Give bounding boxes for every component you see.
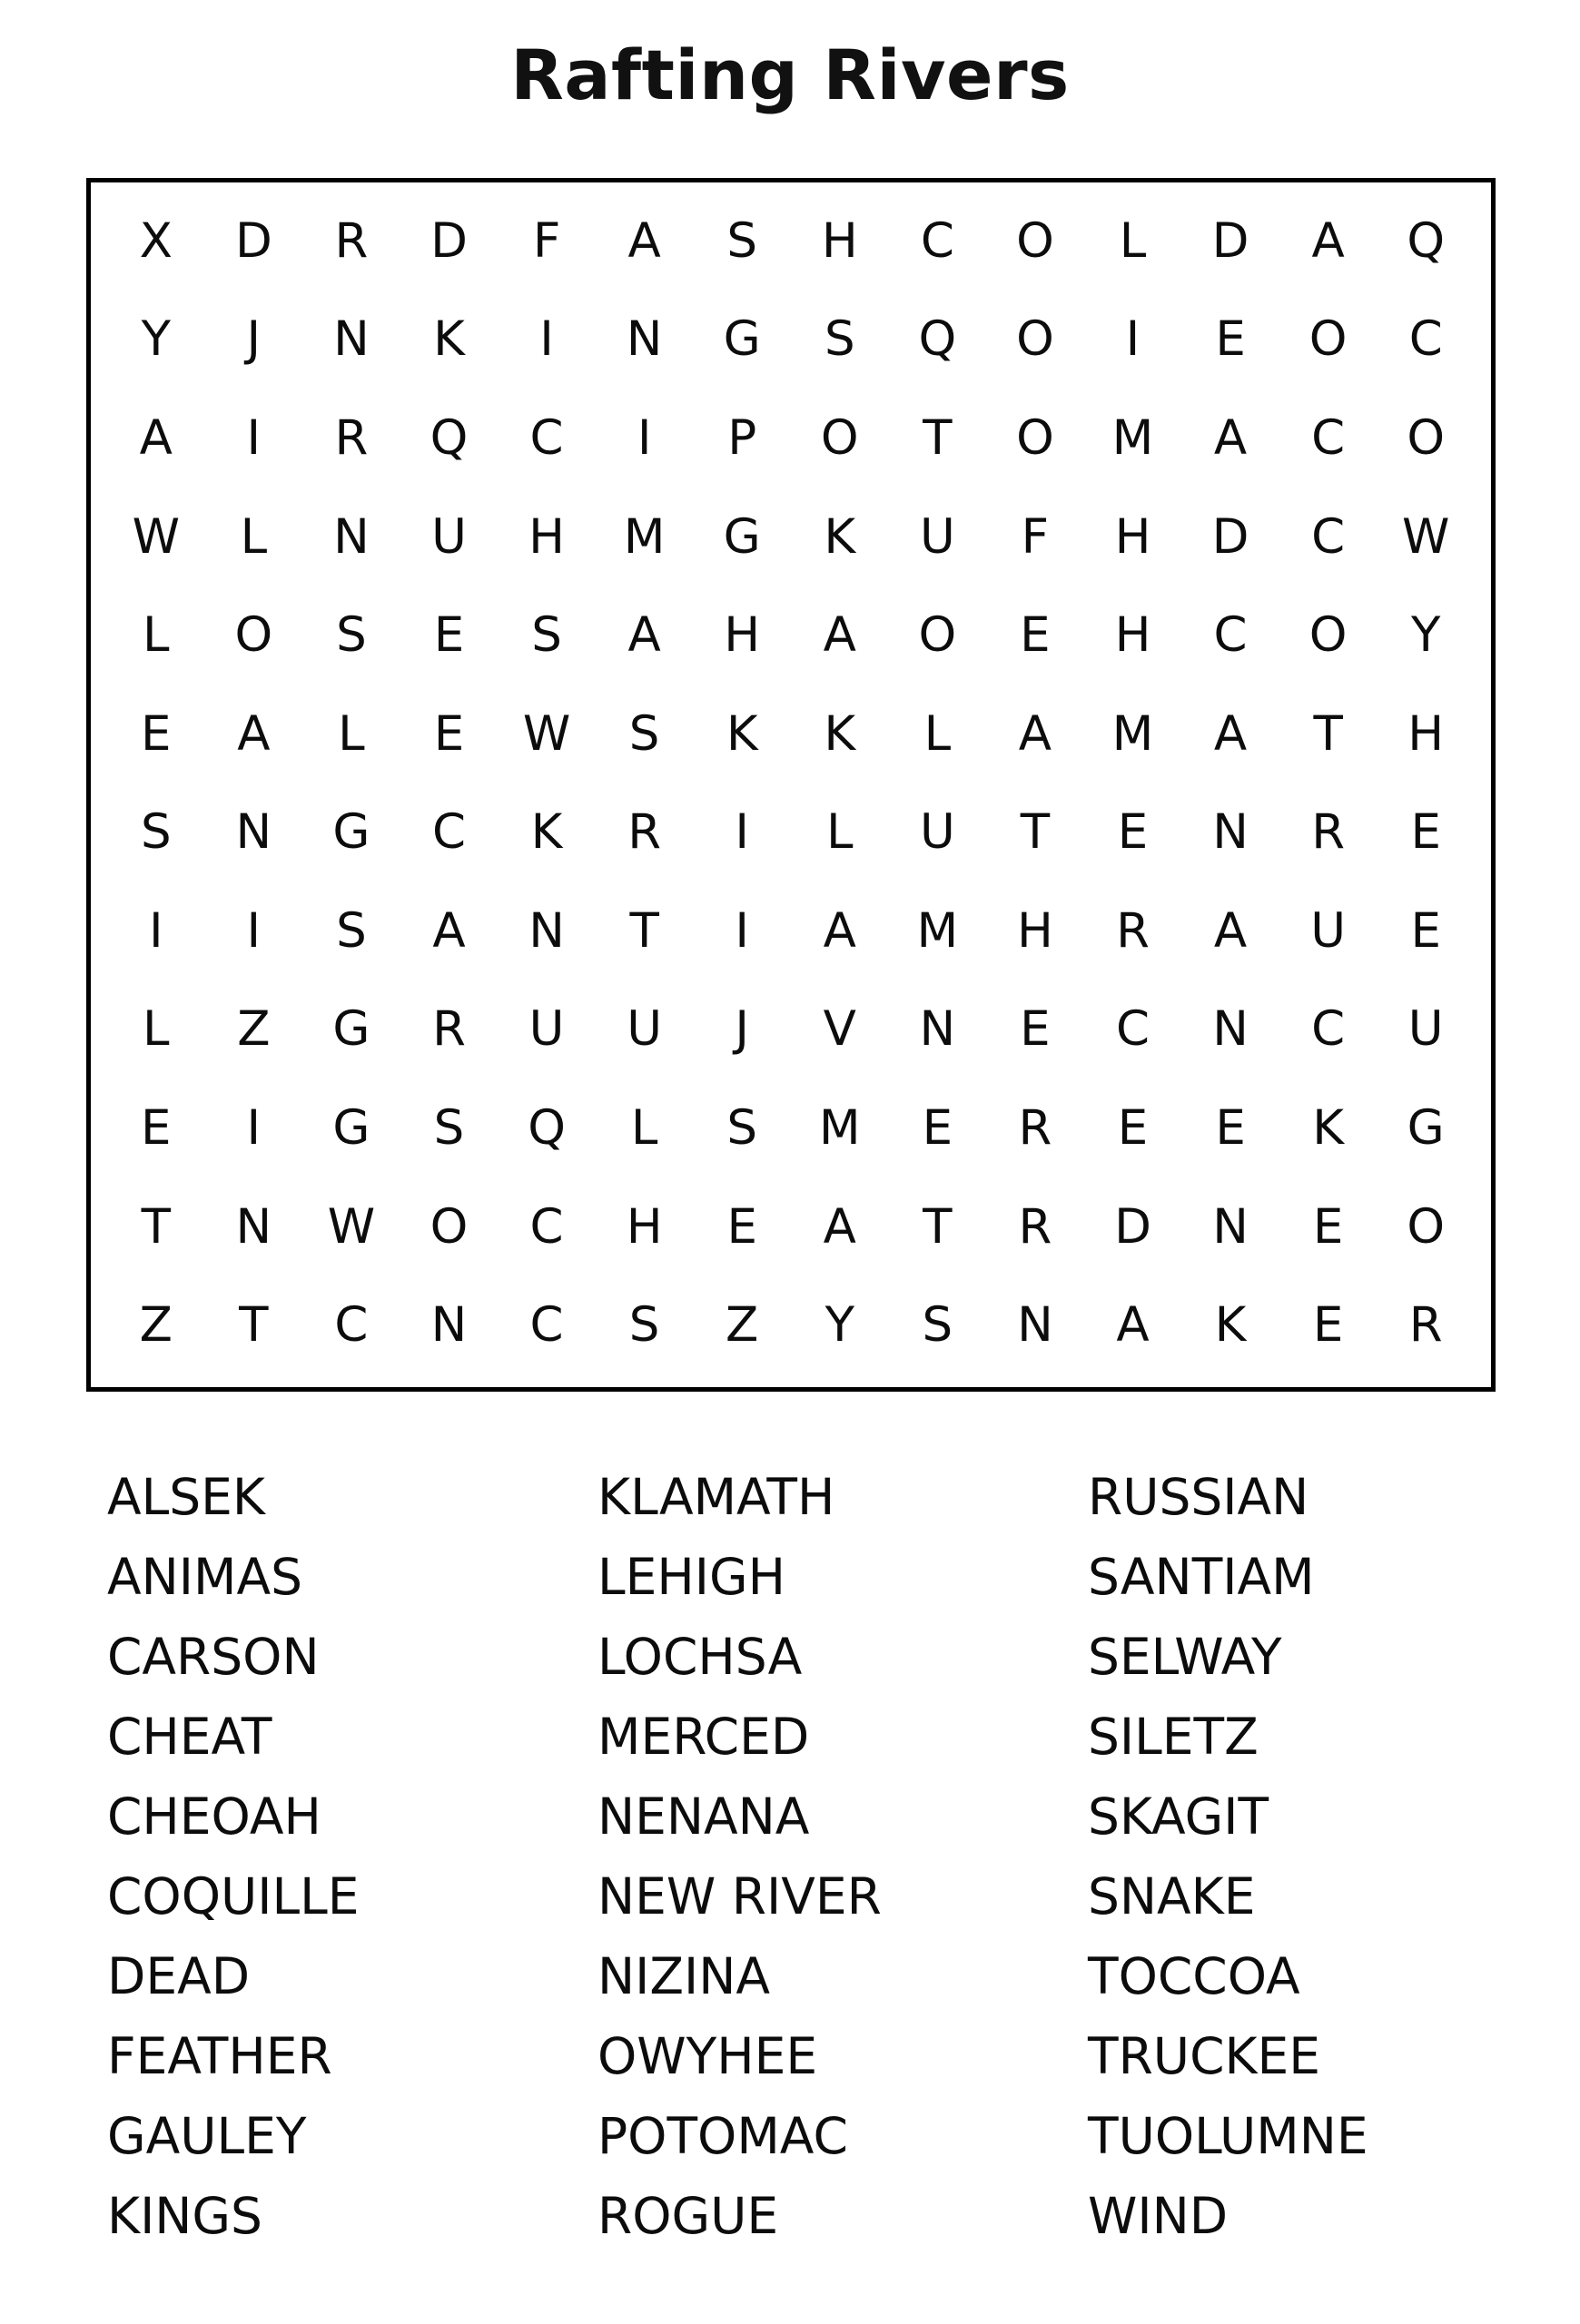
grid-cell[interactable]: W (132, 508, 180, 565)
grid-cell[interactable]: I (246, 902, 262, 959)
word-list-item[interactable]: NEW RIVER (597, 1867, 882, 1925)
grid-cell[interactable]: G (723, 311, 761, 368)
grid-cell[interactable]: J (735, 1001, 750, 1058)
grid-cell[interactable]: S (628, 705, 660, 762)
grid-cell[interactable]: C (1311, 409, 1346, 466)
grid-cell[interactable]: O (820, 409, 859, 466)
grid-cell[interactable]: D (1211, 508, 1249, 565)
grid-cell[interactable]: S (824, 311, 855, 368)
grid-cell[interactable]: Z (139, 1297, 173, 1354)
grid-cell[interactable]: T (923, 1198, 953, 1255)
grid-cell[interactable]: R (334, 212, 369, 269)
grid-cell[interactable]: E (1312, 1297, 1344, 1354)
grid-cell[interactable]: E (726, 1198, 757, 1255)
grid-cell[interactable]: Q (918, 311, 957, 368)
word-list-column (597, 1457, 1088, 2256)
word-list-item[interactable]: NENANA (597, 1787, 810, 1846)
grid-cell[interactable]: I (539, 311, 554, 368)
grid-cell[interactable]: L (630, 1100, 658, 1157)
grid-cell[interactable]: M (623, 508, 666, 565)
word-list-item[interactable]: SELWAY (1088, 1628, 1282, 1686)
word-list-item[interactable]: SANTIAM (1088, 1548, 1315, 1606)
grid-cell[interactable]: R (432, 1001, 466, 1058)
grid-cell[interactable]: T (239, 1297, 269, 1354)
word-list-item[interactable]: COQUILLE (107, 1867, 360, 1925)
grid-cell[interactable]: S (433, 1100, 465, 1157)
grid-cell[interactable]: O (1016, 212, 1054, 269)
grid-cell[interactable]: R (1116, 902, 1150, 959)
grid-cell[interactable]: I (735, 804, 750, 861)
grid-cell[interactable]: E (1312, 1198, 1344, 1255)
grid-cell[interactable]: C (529, 1198, 564, 1255)
grid-cell[interactable]: E (1117, 1100, 1149, 1157)
grid-cell[interactable]: A (432, 902, 466, 959)
grid-cell[interactable]: U (919, 804, 955, 861)
grid-cell[interactable]: R (1408, 1297, 1443, 1354)
grid-cell[interactable]: E (1020, 1001, 1051, 1058)
grid-cell[interactable]: O (1308, 607, 1348, 664)
word-list-item[interactable]: SKAGIT (1088, 1787, 1269, 1846)
word-list-item[interactable]: LEHIGH (597, 1548, 785, 1606)
grid-cell[interactable]: E (1410, 804, 1441, 861)
grid-cell[interactable]: W (327, 1198, 376, 1255)
grid-cell[interactable]: I (246, 409, 262, 466)
grid-cell[interactable]: W (1402, 508, 1450, 565)
grid-cell[interactable]: E (1215, 311, 1246, 368)
grid-cell[interactable]: E (1117, 804, 1149, 861)
grid-cell[interactable]: R (1311, 804, 1346, 861)
grid-cell[interactable]: O (1016, 409, 1054, 466)
grid-cell[interactable]: C (529, 409, 564, 466)
grid-cell[interactable]: C (1311, 508, 1346, 565)
word-list-item[interactable]: TRUCKEE (1088, 2027, 1321, 2085)
grid-cell[interactable]: A (627, 607, 661, 664)
grid-cell[interactable]: E (141, 705, 172, 762)
grid-cell[interactable]: A (823, 902, 856, 959)
grid-cell[interactable]: N (626, 311, 663, 368)
grid-cell[interactable]: H (1407, 705, 1445, 762)
grid-cell[interactable]: A (1116, 1297, 1150, 1354)
grid-cell[interactable]: S (140, 804, 172, 861)
word-list-column (1088, 1457, 1487, 2256)
grid-cell[interactable]: H (724, 607, 761, 664)
grid-cell[interactable]: A (1213, 705, 1248, 762)
grid-cell[interactable]: C (1311, 1001, 1346, 1058)
grid-cell[interactable]: Y (141, 311, 171, 368)
grid-cell[interactable]: N (919, 1001, 956, 1058)
grid-cell[interactable]: O (430, 1198, 469, 1255)
grid-cell[interactable]: R (1018, 1100, 1052, 1157)
grid-cell[interactable]: N (1212, 1198, 1249, 1255)
grid-cell[interactable]: V (823, 1001, 856, 1058)
word-list-item[interactable]: POTOMAC (597, 2107, 848, 2165)
word-list-item[interactable]: NIZINA (597, 1947, 771, 2005)
grid-cell[interactable]: Q (1407, 212, 1446, 269)
word-list-item[interactable]: TUOLUMNE (1088, 2107, 1368, 2165)
grid-cell[interactable]: O (1016, 311, 1054, 368)
grid-cell[interactable]: A (823, 1198, 856, 1255)
word-list-item[interactable]: CARSON (107, 1628, 320, 1686)
grid-cell[interactable]: A (1311, 212, 1345, 269)
grid-cell[interactable]: E (1020, 607, 1051, 664)
grid-cell[interactable]: I (1125, 311, 1141, 368)
word-list-item[interactable]: SNAKE (1088, 1867, 1256, 1925)
grid-cell[interactable]: T (1313, 705, 1343, 762)
grid-cell[interactable]: E (433, 705, 465, 762)
grid-cell[interactable]: U (1407, 1001, 1444, 1058)
grid-cell[interactable]: Y (825, 1297, 854, 1354)
grid-cell[interactable]: P (727, 409, 757, 466)
grid-cell[interactable]: H (1016, 902, 1053, 959)
grid-cell[interactable]: D (1114, 1198, 1151, 1255)
grid-cell[interactable]: K (530, 804, 563, 861)
word-list-item[interactable]: ROGUE (597, 2187, 779, 2245)
grid-cell[interactable]: L (240, 508, 268, 565)
grid-cell[interactable]: M (1111, 409, 1154, 466)
grid-cell[interactable]: Z (726, 1297, 759, 1354)
grid-cell[interactable]: E (433, 607, 465, 664)
grid-cell[interactable]: S (726, 212, 758, 269)
grid-cell[interactable]: L (143, 1001, 170, 1058)
grid-cell[interactable]: E (1410, 902, 1441, 959)
word-list-item[interactable]: KLAMATH (597, 1468, 835, 1526)
grid-cell[interactable]: S (628, 1297, 660, 1354)
grid-cell[interactable]: A (139, 409, 173, 466)
grid-cell[interactable]: I (246, 1100, 262, 1157)
grid-cell[interactable]: N (430, 1297, 468, 1354)
grid-cell[interactable]: F (532, 212, 561, 269)
word-list-item[interactable]: TOCCOA (1088, 1947, 1300, 2005)
grid-cell[interactable]: E (141, 1100, 172, 1157)
grid-cell[interactable]: C (1115, 1001, 1150, 1058)
grid-cell[interactable]: J (246, 311, 262, 368)
grid-cell[interactable]: S (726, 1100, 758, 1157)
grid-cell[interactable]: A (1213, 902, 1248, 959)
grid-cell[interactable]: K (1214, 1297, 1247, 1354)
grid-cell[interactable]: X (139, 212, 173, 269)
grid-cell[interactable]: A (237, 705, 271, 762)
grid-cell[interactable]: R (627, 804, 662, 861)
grid-cell[interactable]: A (1213, 409, 1248, 466)
grid-cell[interactable]: O (1308, 311, 1348, 368)
grid-cell[interactable]: H (626, 1198, 663, 1255)
grid-cell[interactable]: Z (237, 1001, 271, 1058)
letter-grid (91, 182, 1491, 1387)
grid-cell[interactable]: K (824, 705, 856, 762)
grid-cell[interactable]: L (338, 705, 365, 762)
word-list-item[interactable]: RUSSIAN (1088, 1468, 1309, 1526)
grid-cell[interactable]: T (629, 902, 659, 959)
grid-cell[interactable]: A (1018, 705, 1052, 762)
grid-cell[interactable]: M (916, 902, 959, 959)
word-search-grid-frame (86, 178, 1496, 1392)
grid-cell[interactable]: G (723, 508, 761, 565)
grid-cell[interactable]: E (922, 1100, 953, 1157)
grid-cell[interactable]: D (1211, 212, 1249, 269)
word-list (107, 1457, 1487, 2256)
grid-cell[interactable]: A (627, 212, 661, 269)
grid-cell[interactable]: C (1408, 311, 1443, 368)
grid-cell[interactable]: L (143, 607, 170, 664)
word-list-column (107, 1457, 597, 2256)
grid-cell[interactable]: O (234, 607, 273, 664)
grid-cell[interactable]: T (1020, 804, 1051, 861)
grid-cell[interactable]: U (431, 508, 467, 565)
grid-cell[interactable]: U (919, 508, 955, 565)
grid-cell[interactable]: R (334, 409, 369, 466)
grid-cell[interactable]: T (923, 409, 953, 466)
grid-cell[interactable]: L (923, 705, 952, 762)
grid-cell[interactable]: S (336, 902, 367, 959)
grid-cell[interactable]: D (430, 212, 468, 269)
grid-cell[interactable]: Q (430, 409, 469, 466)
grid-cell[interactable]: G (332, 1100, 370, 1157)
grid-cell[interactable]: H (1114, 607, 1151, 664)
grid-cell[interactable]: D (234, 212, 272, 269)
grid-cell[interactable]: C (431, 804, 466, 861)
grid-cell[interactable]: G (332, 804, 370, 861)
grid-cell[interactable]: N (235, 804, 272, 861)
word-list-item[interactable]: OWYHEE (597, 2027, 818, 2085)
word-list-item[interactable]: CHEOAH (107, 1787, 321, 1846)
grid-cell[interactable]: O (918, 607, 957, 664)
grid-cell[interactable]: W (522, 705, 571, 762)
word-list-item[interactable]: DEAD (107, 1947, 251, 2005)
grid-cell[interactable]: U (627, 1001, 663, 1058)
word-list-item[interactable]: WIND (1088, 2187, 1229, 2245)
word-list-item[interactable]: ALSEK (107, 1468, 265, 1526)
grid-cell[interactable]: R (1018, 1198, 1052, 1255)
grid-cell[interactable]: N (1017, 1297, 1053, 1354)
grid-cell[interactable]: U (528, 1001, 565, 1058)
grid-cell[interactable]: N (235, 1198, 272, 1255)
grid-cell[interactable]: N (333, 508, 370, 565)
grid-cell[interactable]: E (1215, 1100, 1246, 1157)
grid-cell[interactable]: K (824, 508, 856, 565)
word-list-item[interactable]: SILETZ (1088, 1708, 1259, 1766)
grid-cell[interactable]: N (1212, 1001, 1249, 1058)
grid-cell[interactable]: K (726, 705, 758, 762)
word-list-item[interactable]: CHEAT (107, 1708, 272, 1766)
grid-cell[interactable]: H (821, 212, 858, 269)
grid-cell[interactable]: S (922, 1297, 953, 1354)
grid-cell[interactable]: O (1407, 1198, 1446, 1255)
word-list-item[interactable]: ANIMAS (107, 1548, 302, 1606)
word-list-item[interactable]: MERCED (597, 1708, 810, 1766)
grid-cell[interactable]: S (336, 607, 367, 664)
grid-cell[interactable]: Y (1411, 607, 1441, 664)
word-list-item[interactable]: FEATHER (107, 2027, 332, 2085)
grid-cell[interactable]: T (141, 1198, 171, 1255)
word-list-item[interactable]: LOCHSA (597, 1628, 803, 1686)
grid-cell[interactable]: C (920, 212, 954, 269)
grid-cell[interactable]: L (1119, 212, 1147, 269)
grid-cell[interactable]: M (1111, 705, 1154, 762)
grid-cell[interactable]: K (1312, 1100, 1345, 1157)
grid-cell[interactable]: G (332, 1001, 370, 1058)
grid-cell[interactable]: K (433, 311, 465, 368)
grid-cell[interactable]: Q (528, 1100, 566, 1157)
grid-cell[interactable]: C (334, 1297, 369, 1354)
page-title: Rafting Rivers (510, 34, 1070, 115)
grid-cell[interactable]: S (531, 607, 562, 664)
grid-cell[interactable]: N (1212, 804, 1249, 861)
grid-cell[interactable]: L (826, 804, 854, 861)
grid-cell[interactable]: I (637, 409, 652, 466)
grid-cell[interactable]: I (735, 902, 750, 959)
grid-cell[interactable]: I (148, 902, 163, 959)
word-list-item[interactable]: KINGS (107, 2187, 262, 2245)
word-list-item[interactable]: GAULEY (107, 2107, 307, 2165)
grid-cell[interactable]: G (1407, 1100, 1445, 1157)
grid-cell[interactable]: A (823, 607, 856, 664)
grid-cell[interactable]: M (818, 1100, 861, 1157)
grid-cell[interactable]: H (1114, 508, 1151, 565)
grid-cell[interactable]: H (528, 508, 565, 565)
grid-cell[interactable]: O (1407, 409, 1446, 466)
grid-cell[interactable]: N (333, 311, 370, 368)
grid-cell[interactable]: C (1213, 607, 1248, 664)
grid-cell[interactable]: F (1021, 508, 1050, 565)
grid-cell[interactable]: N (528, 902, 565, 959)
grid-cell[interactable]: C (529, 1297, 564, 1354)
grid-cell[interactable]: U (1310, 902, 1347, 959)
